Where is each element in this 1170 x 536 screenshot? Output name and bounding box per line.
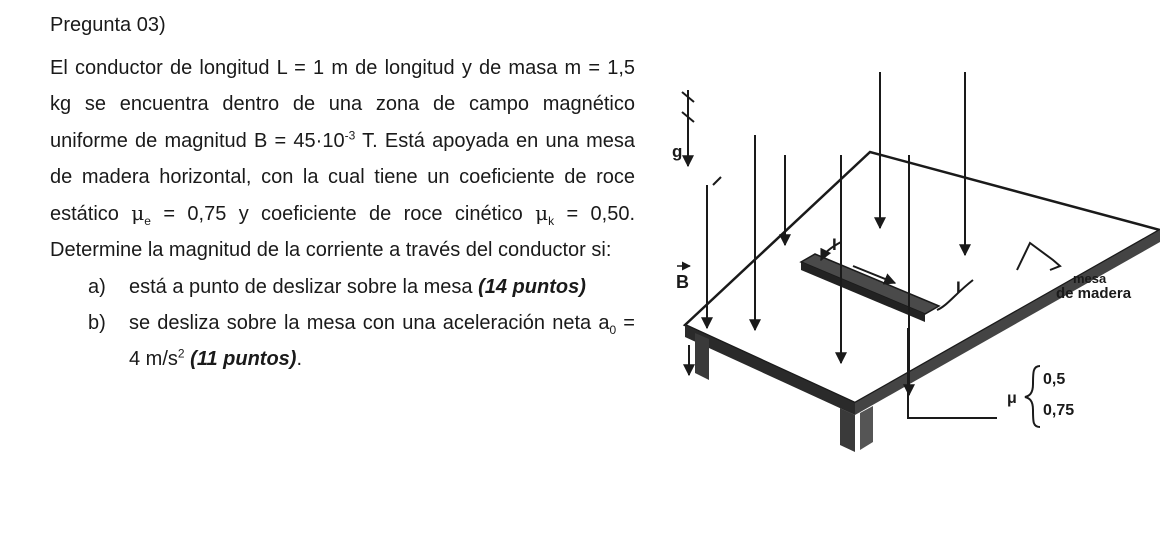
field-label [676,266,690,292]
table-label-line2: de madera [1056,285,1132,302]
subscript: e [144,214,151,229]
current-label-top: I [832,235,837,254]
question-item-a [50,269,635,305]
problem-statement: El conductor de longitud L = 1 m de longitud y de masa m = 1,5 kg se encuentra dentro de una zona de campo magnético uniforme de magnitud $B = 45\cdot 10^{-3}$ T. Está apoyada en una mesa de madera horizontal, con la cual tiene un coeficiente de roce estático $\mu_e = 0,75$ y coeficiente de roce cinético $\mu_k = 0,50$. Determine la magnitud de la corriente a través del conductor si: [50,57,636,262]
question-text [50,50,635,378]
gravity-arrow [682,90,694,166]
table-label-line1: mesa [1073,271,1107,286]
mu-symbol: μ [535,201,549,226]
item-marker: b) [88,312,106,335]
item-marker: a) [88,275,106,298]
mu-symbol: μ [1007,390,1017,407]
gravity-label: g [672,142,683,161]
field-label-text: B [676,272,689,292]
question-items [50,269,635,378]
item-text: se desliza sobre la mesa con una aceleración neta $a_0 = 4$ $m/s^2$ (11 puntos). [129,312,635,371]
points-label: (11 puntos) [190,348,297,371]
physics-figure [655,70,1160,470]
subscript: k [548,214,555,229]
mu-symbol: μ [131,201,145,226]
subscript: 0 [609,323,617,338]
mu-value-1: 0,5 [1043,371,1066,388]
question-item-b [50,305,635,378]
mu-value-2: 0,75 [1043,402,1075,419]
item-text: está a punto de deslizar sobre la mesa (14 puntos) [129,275,586,298]
table-conductor-diagram [655,70,1160,470]
superscript: 2 [177,346,185,361]
points-label: (14 puntos) [478,275,586,298]
current-label-right: I [956,278,961,297]
superscript: -3 [344,127,356,142]
question-title: Pregunta 03) [50,14,166,36]
